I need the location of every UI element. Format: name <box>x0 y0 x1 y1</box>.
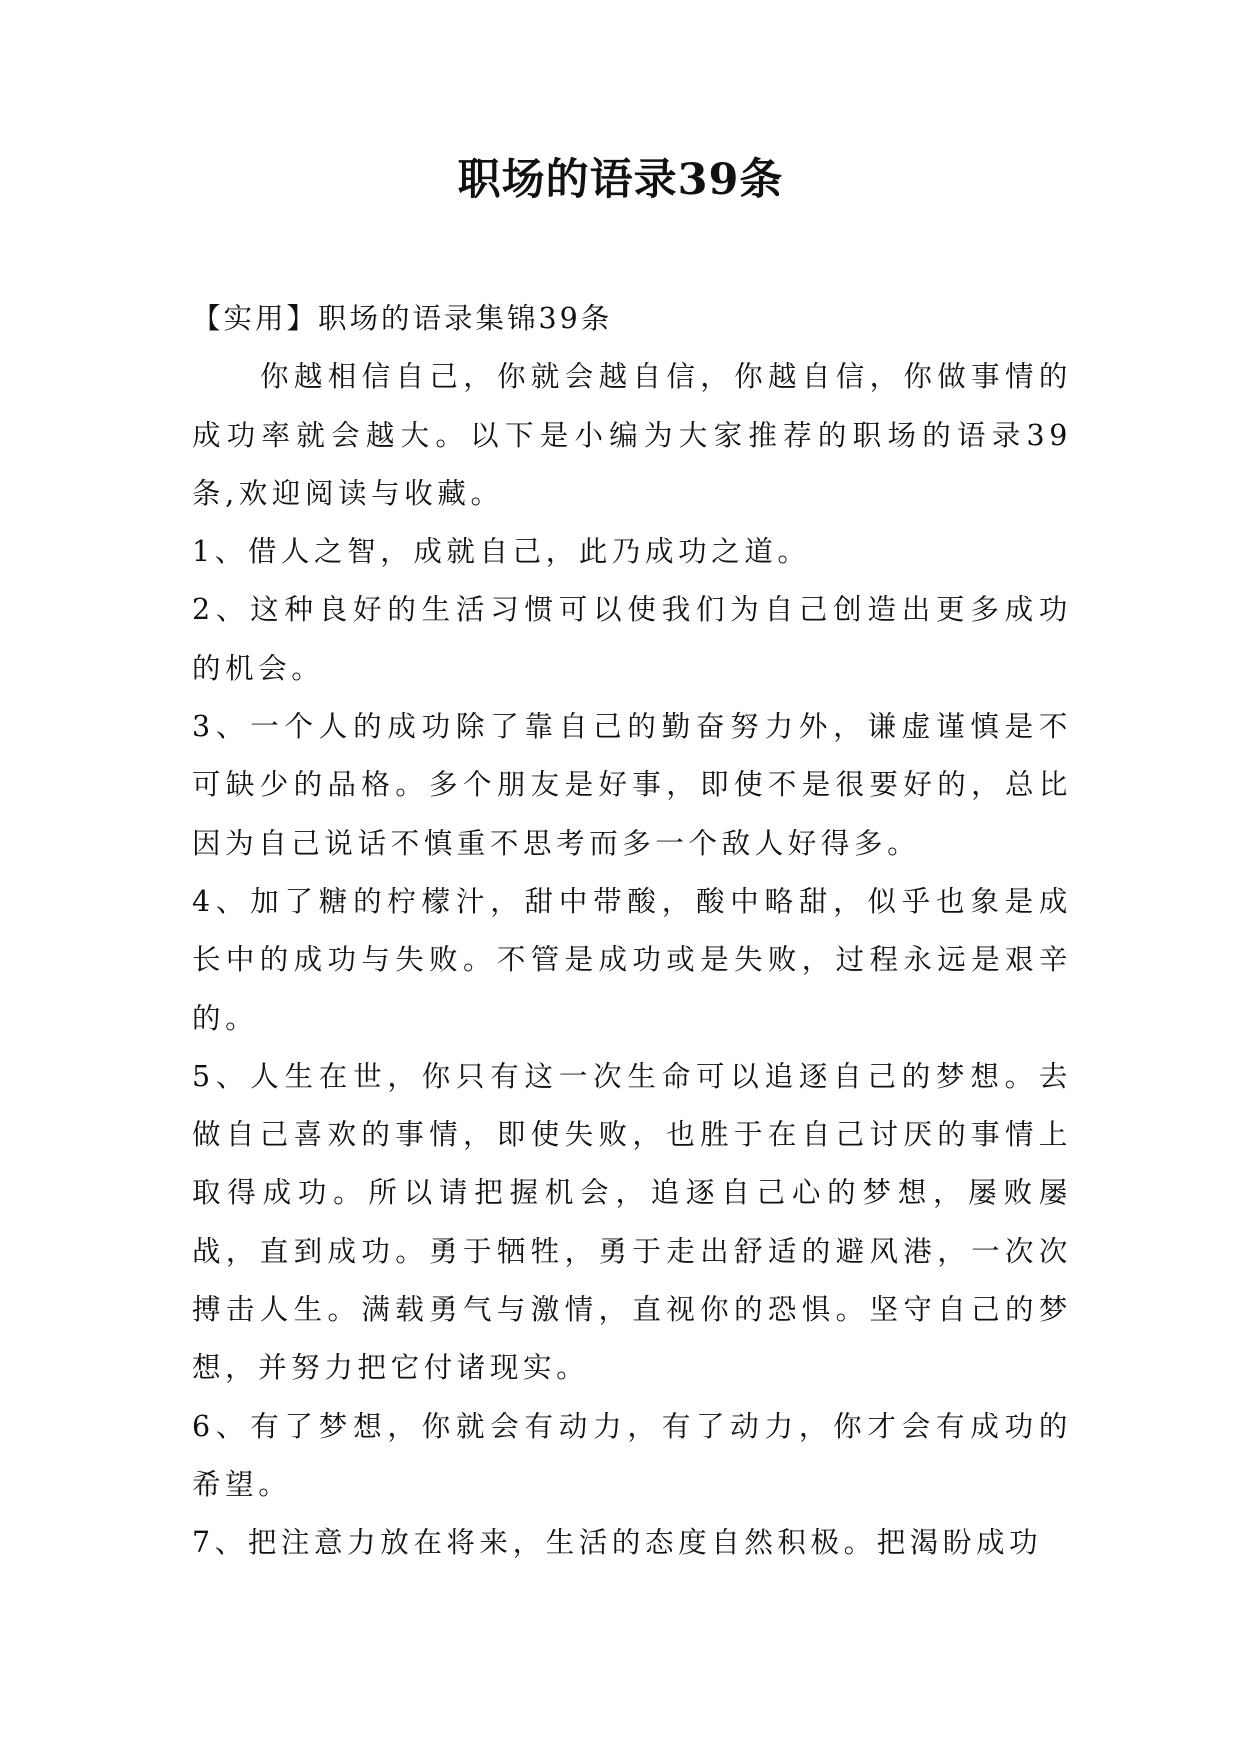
quote-item-5: 5、人生在世，你只有这一次生命可以追逐自己的梦想。去做自己喜欢的事情，即使失败，也胜于在自己讨厌的事情上取得成功。所以请把握机会，追逐自己心的梦想，屡败屡战，直到成功。勇于牺牲，勇于走出舒适的避风港，一次次搏击人生。满载勇气与激情，直视你的恐惧。坚守自己的梦想，并努力把它付诸现实。 <box>192 1059 1072 1385</box>
document-subtitle: 【实用】职场的语录集锦39条 <box>192 302 613 335</box>
quote-item-7: 7、把注意力放在将来，生活的态度自然积极。把渴盼成功 <box>192 1526 1043 1560</box>
quote-item-2: 2、这种良好的生活习惯可以使我们为自己创造出更多成功的机会。 <box>192 593 1072 685</box>
document-title: 职场的语录39条 <box>457 155 784 205</box>
quote-item-3: 3、一个人的成功除了靠自己的勤奋努力外，谦虚谨慎是不可缺少的品格。多个朋友是好事，即使不是很要好的，总比因为自己说话不慎重不思考而多一个敌人好得多。 <box>192 710 1072 860</box>
quote-item-1: 1、借人之智，成就自己，此乃成功之道。 <box>192 535 811 569</box>
document-body <box>192 290 1072 1573</box>
quote-item-4: 4、加了糖的柠檬汁，甜中带酸，酸中略甜，似乎也象是成长中的成功与失败。不管是成功或是失败，过程永远是艰辛的。 <box>192 884 1072 1035</box>
quote-item-6: 6、有了梦想，你就会有动力，有了动力，你才会有成功的希望。 <box>192 1409 1072 1501</box>
intro-paragraph: 你越相信自己，你就会越自信，你越自信，你做事情的成功率就会越大。以下是小编为大家推荐的职场的语录39条,欢迎阅读与收藏。 <box>192 360 1072 510</box>
